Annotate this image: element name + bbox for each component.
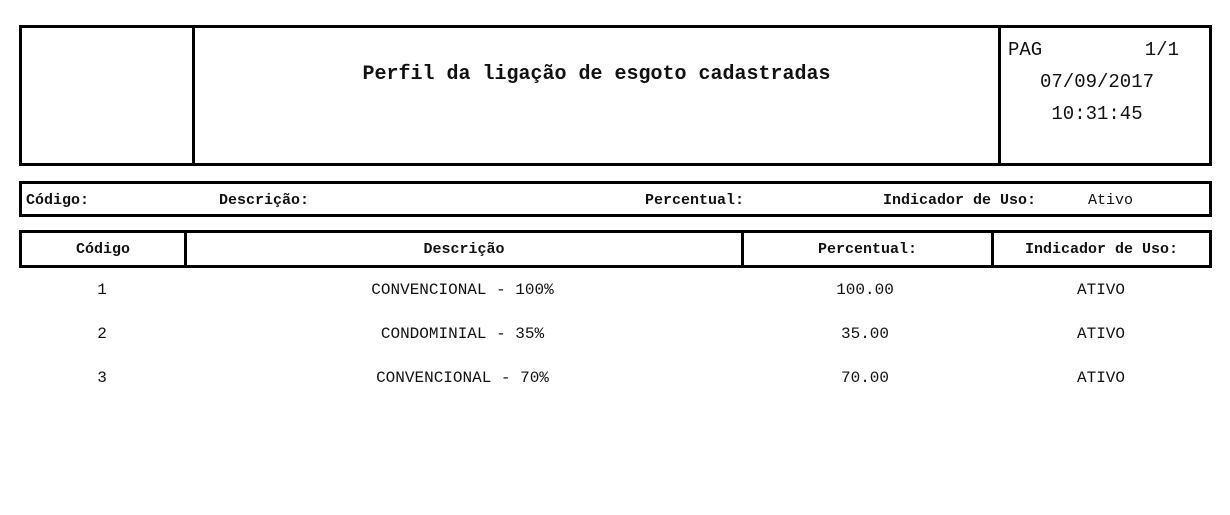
page-indicator bbox=[1008, 39, 1197, 61]
filter-indicador-label: Indicador de Uso: bbox=[883, 192, 1037, 209]
table-row bbox=[19, 281, 1212, 305]
cell-descricao: CONVENCIONAL - 70% bbox=[376, 369, 549, 387]
column-header-descricao: Descrição bbox=[187, 233, 744, 265]
filter-bar bbox=[19, 181, 1212, 217]
cell-indicador: ATIVO bbox=[1076, 281, 1125, 299]
cell-indicador: ATIVO bbox=[1076, 325, 1125, 343]
filter-indicador-value: Ativo bbox=[1088, 192, 1134, 209]
cell-descricao: CONVENCIONAL - 100% bbox=[371, 281, 554, 299]
filter-percentual-label: Percentual: bbox=[645, 192, 745, 209]
cell-descricao: CONDOMINIAL - 35% bbox=[380, 325, 545, 343]
report-title: Perfil da ligação de esgoto cadastradas bbox=[195, 28, 1001, 163]
cell-indicador: ATIVO bbox=[1076, 369, 1125, 387]
table-row bbox=[19, 369, 1212, 393]
table-row bbox=[19, 325, 1212, 349]
cell-percentual: 35.00 bbox=[840, 325, 889, 343]
filter-codigo-label: Código: bbox=[26, 192, 90, 209]
cell-codigo: 1 bbox=[97, 281, 107, 299]
cell-percentual: 70.00 bbox=[840, 369, 889, 387]
report-date: 07/09/2017 bbox=[1039, 71, 1155, 93]
column-header-codigo: Código bbox=[22, 233, 187, 265]
column-header-indicador: Indicador de Uso: bbox=[1024, 240, 1179, 258]
report-info bbox=[1001, 28, 1209, 163]
cell-codigo: 2 bbox=[97, 325, 107, 343]
page-label: PAG bbox=[1008, 39, 1043, 61]
filter-descricao-label: Descrição: bbox=[219, 192, 310, 209]
cell-codigo: 3 bbox=[97, 369, 107, 387]
cell-percentual: 100.00 bbox=[836, 281, 894, 299]
logo-area bbox=[22, 28, 195, 163]
report-time: 10:31:45 bbox=[1051, 103, 1143, 125]
page-number: 1/1 bbox=[1144, 39, 1179, 61]
column-header-percentual: Percentual: bbox=[744, 233, 994, 265]
table-header bbox=[19, 230, 1212, 268]
report-header bbox=[19, 25, 1212, 166]
